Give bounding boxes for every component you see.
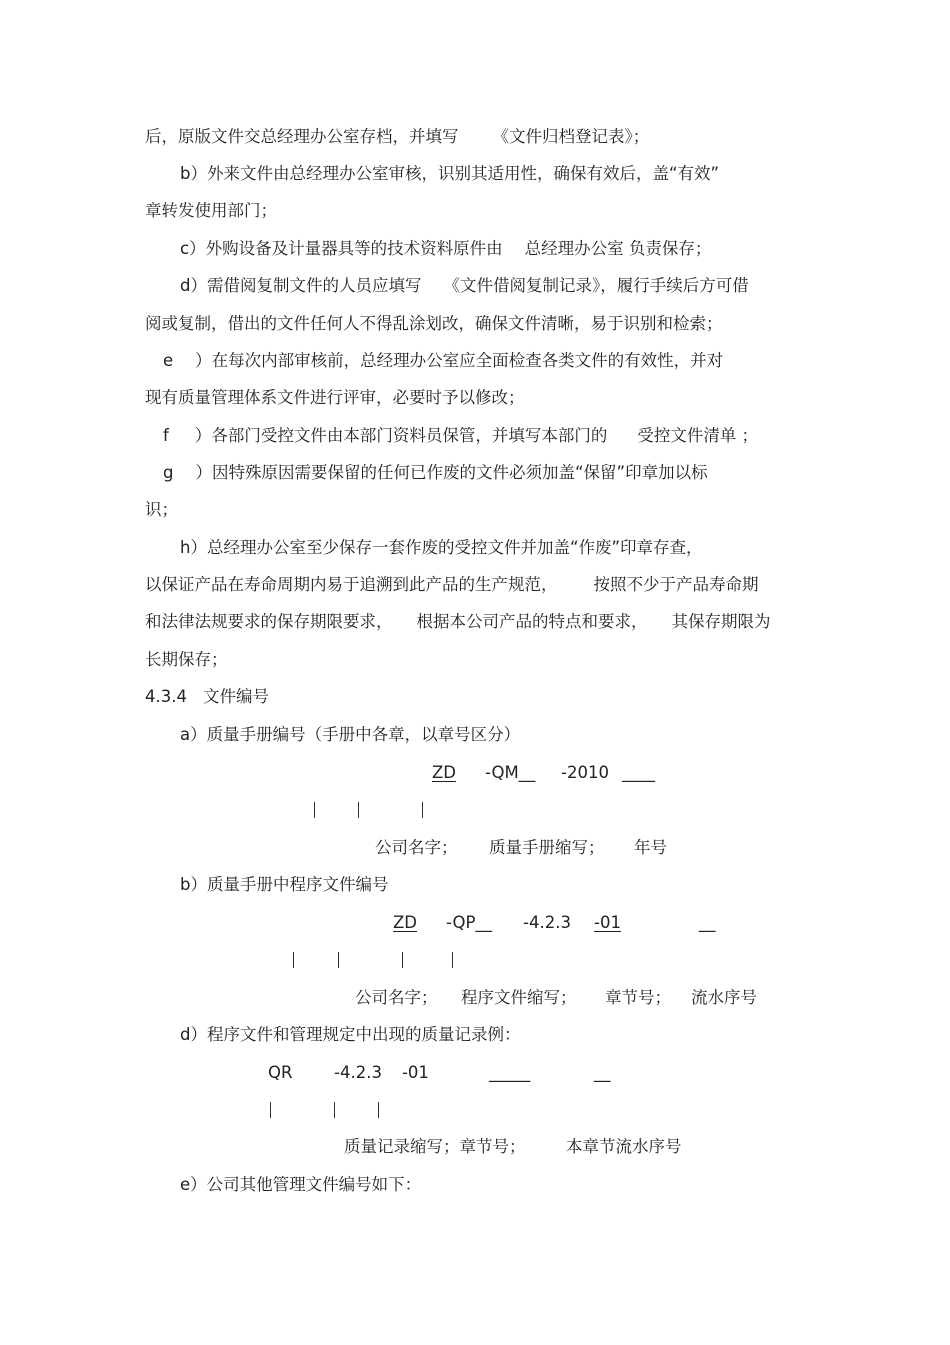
qp-code-zd [393,913,417,933]
qp-label: 章节号； [605,988,671,1007]
section-number: 4.3.4 [145,687,187,706]
divider-bar [293,952,294,968]
item-b-line: b）外来文件由总经理办公室审核，识别其适用性，确保有效后，盖“有效” [180,164,720,183]
text: 《文件归档登记表》； [492,127,650,146]
code-part: -4.2.3 [334,1063,382,1082]
text: 《文件借阅复制记录》，履行手续后方可借 [443,276,749,295]
item-h-line [145,612,771,632]
qp-label: 公司名字； [355,988,438,1007]
item-h-line: h）总经理办公室至少保存一套作废的受控文件并加盖“作废”印章存查， [180,538,703,557]
item-label: e [163,351,174,370]
code-part: ZD [432,763,457,782]
text: 总经理办公室 负责保存； [524,239,712,258]
divider-bar [402,952,403,968]
code-part: ZD [393,913,418,932]
item-c-line [180,239,711,259]
divider-bar [378,1102,379,1118]
text: 后，原版文件交总经理办公室存档，并填写 [145,127,459,146]
text: 按照不少于产品寿命期 [593,575,759,594]
qm-label: 公司名字； [375,838,458,857]
text: ）各部门受控文件由本部门资料员保管，并填写本部门的 [194,426,608,445]
text: 和法律法规要求的保存期限要求， [145,612,393,631]
qr-label: 质量记录缩写；章节号； [344,1137,526,1156]
qp-code-serial [594,913,641,933]
item-h-line: 长期保存； [145,650,228,669]
divider-bar [358,802,359,818]
item-label: f [163,426,169,445]
item-d-line: 阅或复制，借出的文件任何人不得乱涂划改，确保文件清晰，易于识别和检索； [145,314,723,333]
qr-code-blank: __ [594,1063,611,1082]
item-b-line: 章转发使用部门； [145,201,277,220]
code-part: -01 [401,1063,429,1082]
section-heading [145,687,269,707]
qm-code-zd [432,763,456,783]
item-d-line [180,276,749,296]
item-f-line [163,426,758,446]
item-b-heading: b）质量手册中程序文件编号 [180,875,389,894]
text: d）需借阅复制文件的人员应填写 [180,276,422,295]
qp-label: 流水序号 [691,988,757,1007]
divider-bar [270,1102,271,1118]
qm-label: 年号 [634,838,667,857]
divider-bar [314,802,315,818]
qp-label: 程序文件缩写； [461,988,577,1007]
qm-label: 质量手册缩写； [489,838,605,857]
text: 其保存期限为 [671,612,771,631]
item-g-line: 识； [145,500,178,519]
divider-bar [338,952,339,968]
qp-code-chapter: -4.2.3 [523,913,571,932]
paragraph-line [145,127,649,147]
text: 根据本公司产品的特点和要求， [416,612,648,631]
text: 以保证产品在寿命周期内易于追溯到此产品的生产规范， [145,575,558,594]
item-label: g [163,463,174,482]
text: 受控文件清单 ； [637,426,759,445]
text: c）外购设备及计量器具等的技术资料原件由 [180,239,503,258]
item-a-line: a）质量手册编号（手册中各章，以章号区分） [180,725,521,744]
item-e-line [163,351,723,371]
qr-code-chapter [334,1063,429,1083]
qr-label: 本章节流水序号 [566,1137,682,1156]
code-part: -01 [594,913,621,932]
qp-code-qp: -QP__ [446,913,492,932]
qr-code-qr: QR [268,1063,293,1082]
qm-code-qm: -QM__ [485,763,536,782]
qp-code-tail: __ [699,913,716,932]
section-title: 文件编号 [202,687,269,706]
text: ）在每次内部审核前，总经理办公室应全面检查各类文件的有效性，并对 [195,351,724,370]
item-e-line: 现有质量管理体系文件进行评审，必要时予以修改； [145,388,525,407]
qr-code-blank: _____ [489,1063,531,1082]
qm-code-year: -2010 [561,763,609,782]
item-e-heading: e）公司其他管理文件编号如下： [180,1175,422,1194]
item-g-line [163,463,708,483]
item-h-line [145,575,759,595]
divider-bar [422,802,423,818]
text: ）因特殊原因需要保留的任何已作废的文件必须加盖“保留”印章加以标 [195,463,708,482]
item-d-heading: d）程序文件和管理规定中出现的质量记录例： [180,1025,521,1044]
divider-bar [452,952,453,968]
divider-bar [334,1102,335,1118]
qm-code-tail: ____ [622,763,655,782]
